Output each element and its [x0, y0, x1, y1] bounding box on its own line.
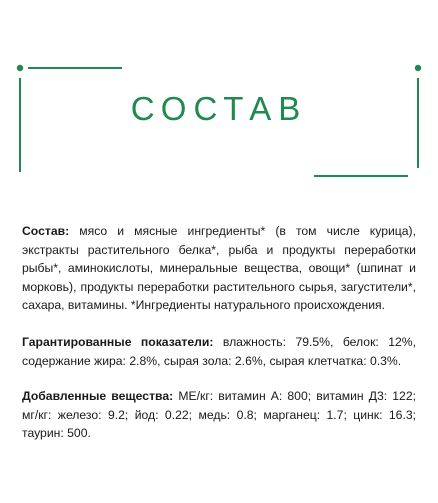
- guaranteed-values-text: влажность: 79.5%, белок: 12%, содержание жира: 2.8%, сырая зола: 2.6%, сырая клетчатка: 0.3%.: [22, 335, 416, 368]
- frame-top-left-dot: [17, 65, 23, 71]
- additives-text: МЕ/кг: витамин А: 800; витамин Д3: 122; мг/кг: железо: 9.2; йод: 0.22; медь: 0.8; марганец: 1.7; цинк: 16.3; таурин: 500.: [22, 389, 416, 440]
- guaranteed-values-label: Гарантированные показатели:: [22, 335, 214, 349]
- page-title: СОСТАВ: [130, 90, 308, 127]
- composition-text: мясо и мясные ингредиенты* (в том числе курица), экстракты растительного белка*, рыба и продукты переработки рыбы*, аминокислоты, минеральные вещества, овощи* (шпинат и морковь), продукты переработки растительного сырья, загустители*, сахара, витамины. *Ингредиенты натурального происхождения.: [22, 224, 416, 312]
- additives-section: [22, 387, 416, 443]
- guaranteed-values-section: [22, 333, 416, 370]
- composition-section: [22, 222, 416, 315]
- additives-label: Добавленные вещества:: [22, 389, 174, 403]
- frame-top-right-dot: [415, 65, 421, 71]
- composition-label: Состав:: [22, 224, 70, 238]
